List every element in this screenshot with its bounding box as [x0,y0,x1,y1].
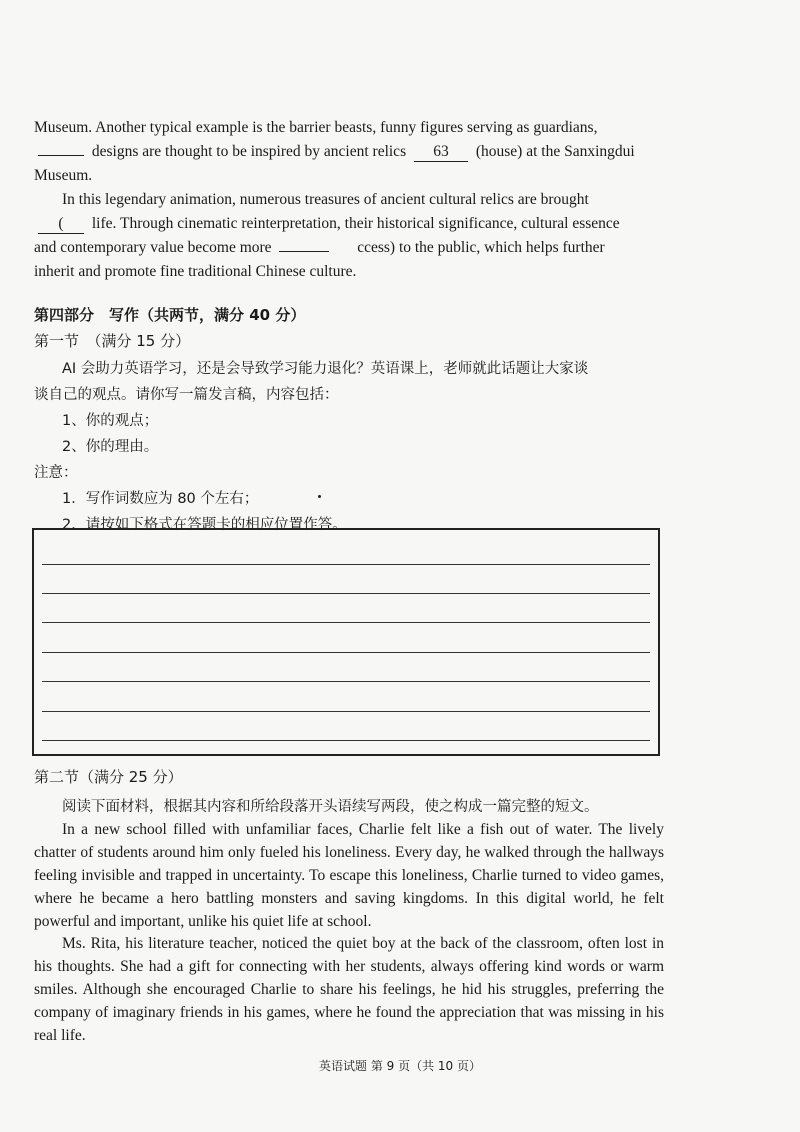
note-1: 1．写作词数应为 80 个左右； [62,491,259,507]
prompt-line-2: 谈自己的观点。请你写一篇发言稿，内容包括： [34,387,339,403]
passage-top [34,116,654,284]
passage-line-1: Museum. Another typical example is the barrier beasts, funny figures serving as guardians, [34,119,598,136]
writing-line [42,652,650,653]
answer-blank [38,155,84,156]
story-paragraph-1: In a new school filled with unfamiliar faces, Charlie felt like a fish out of water. The lively chatter of students around him only fueled his loneliness. Every day, he walked through the hallways feeling invisible and trapped in uncertainty. To escape this loneliness, Charlie turned to video games, where he became a hero battling monsters and saving kingdoms. In this digital world, he felt powerful and important, unlike his quiet life at school. [34,821,664,930]
part4-title: 第四部分 写作（共两节，满分 40 分） [34,306,306,324]
prompt-item-2: 2、你的理由。 [62,439,159,455]
section1-title: 第一节 （满分 15 分） [34,332,191,350]
answer-blank [279,251,329,252]
section2-instruction: 阅读下面材料，根据其内容和所给段落开头语续写两段，使之构成一篇完整的短文。 [62,799,599,815]
blank-63: 63 [414,143,468,162]
passage-line-7: inherit and promote fine traditional Chinese culture. [34,263,357,280]
prompt-line-1: AI 会助力英语学习，还是会导致学习能力退化？英语课上，老师就此话题让大家谈 [62,361,589,377]
ink-dot [318,495,321,498]
page-footer: 英语试题 第 9 页（共 10 页） [319,1059,481,1073]
passage-line-3: Museum. [34,167,93,184]
section1-prompt [34,356,664,538]
prompt-item-1: 1、你的观点； [62,413,159,429]
writing-line [42,622,650,623]
writing-line [42,740,650,741]
section2-title: 第二节（满分 25 分） [34,768,183,786]
note-label: 注意： [34,465,78,481]
passage-line-5: ( life. Through cinematic reinterpretation, their historical significance, cultural essence [34,212,654,236]
passage-line-2: designs are thought to be inspired by ancient relics 63 (house) at the Sanxingdui [34,140,654,164]
writing-line [42,564,650,565]
story-paragraph-2: Ms. Rita, his literature teacher, noticed the quiet boy at the back of the classroom, often lost in his thoughts. She had a gift for connecting with her students, always offering kind words or warm smiles. Although she encouraged Charlie to share his feelings, he hid his struggles, preferring the company of imaginary friends in his games, where he found the appreciation that was missing in his real life. [34,935,664,1044]
writing-line [42,593,650,594]
passage-line-4: In this legendary animation, numerous treasures of ancient cultural relics are brought [62,191,589,208]
writing-line [42,681,650,682]
writing-answer-box [32,528,660,756]
note-2: 2．请按如下格式在答题卡的相应位置作答。 [62,517,347,533]
writing-line [42,711,650,712]
answer-blank: ( [38,215,84,234]
passage-line-6: and contemporary value become more ccess) to the public, which helps further [34,239,605,256]
